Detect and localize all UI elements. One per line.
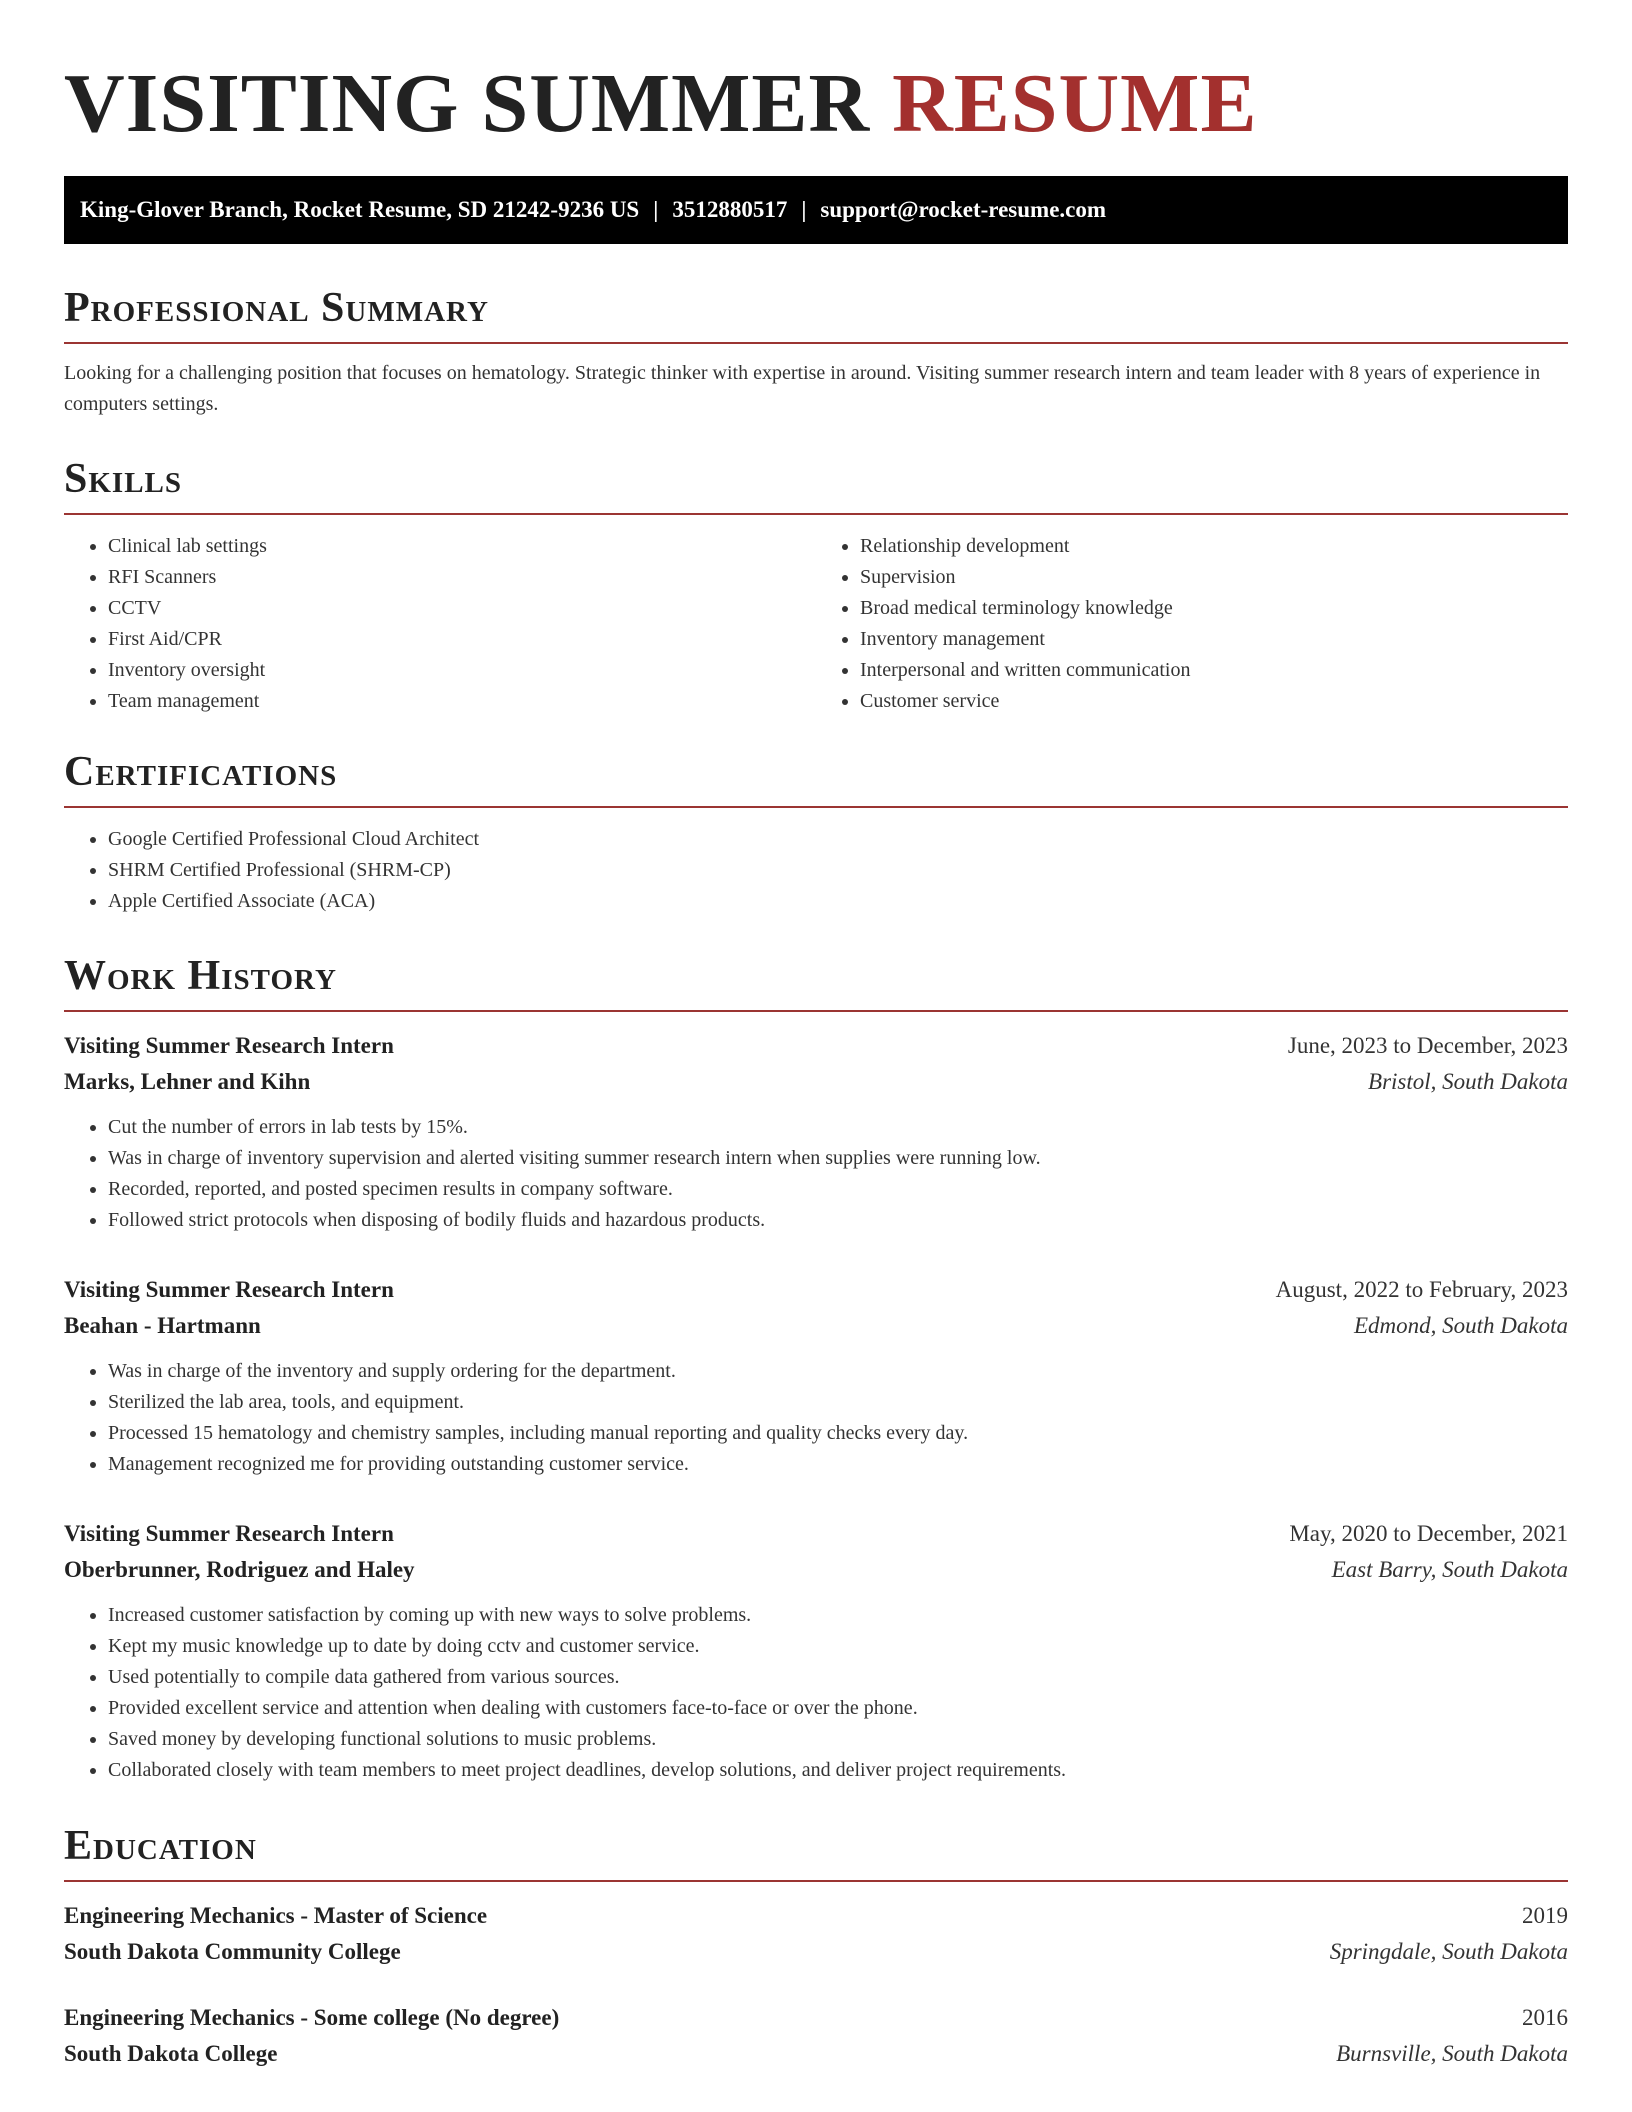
section-divider [64,806,1568,808]
job-duties [64,1112,1568,1236]
skill-item: • Team management [108,686,816,717]
contact-separator: | [653,197,659,222]
job-dates: May, 2020 to December, 2021 [1289,1521,1568,1546]
job-duty: • Used potentially to compile data gathered from various sources. [108,1662,1568,1693]
education-location: Springdale, South Dakota [1329,1939,1568,1964]
job-company: Marks, Lehner and Kihn [64,1069,311,1094]
contact-phone: 3512880517 [672,197,788,222]
title-main: VISITING SUMMER [64,57,871,150]
skill-item: • RFI Scanners [108,562,816,593]
section-divider [64,1880,1568,1882]
job-duty: • Increased customer satisfaction by coming up with new ways to solve problems. [108,1600,1568,1631]
skill-item: • Clinical lab settings [108,531,816,562]
certification-item: • Apple Certified Associate (ACA) [108,886,1568,917]
job-company: Beahan - Hartmann [64,1313,261,1338]
education-year: 2016 [1522,2005,1568,2030]
job-role: Visiting Summer Research Intern [64,1277,394,1302]
education-entry [64,2000,1568,2072]
job-duty: • Processed 15 hematology and chemistry samples, including manual reporting and quality checks every day. [108,1418,1568,1449]
skill-item: • Inventory oversight [108,655,816,686]
education-location: Burnsville, South Dakota [1336,2041,1568,2066]
job-duty: • Kept my music knowledge up to date by doing cctv and customer service. [108,1631,1568,1662]
job-duty: • Saved money by developing functional solutions to music problems. [108,1724,1568,1755]
job-duties [64,1356,1568,1480]
skills-heading: Skills [64,456,183,502]
resume-title [64,56,1258,152]
summary-heading: Professional Summary [64,285,489,331]
skill-item: • CCTV [108,593,816,624]
job-duty: • Was in charge of the inventory and supply ordering for the department. [108,1356,1568,1387]
education-degree: Engineering Mechanics - Master of Science [64,1903,488,1928]
contact-address: King-Glover Branch, Rocket Resume, SD 21242-9236 US [80,197,640,222]
education-entry [64,1898,1568,1970]
certifications-list [64,824,1568,917]
education-degree: Engineering Mechanics - Some college (No degree) [64,2005,560,2030]
certification-item: • Google Certified Professional Cloud Architect [108,824,1568,855]
certification-item: • SHRM Certified Professional (SHRM-CP) [108,855,1568,886]
job-location: Bristol, South Dakota [1368,1069,1568,1094]
job-duties [64,1600,1568,1786]
skill-item: • Broad medical terminology knowledge [860,593,1568,624]
skills-list-right [816,531,1568,717]
job-entry [64,1272,1568,1480]
job-dates: June, 2023 to December, 2023 [1287,1033,1568,1058]
job-entry [64,1028,1568,1236]
skills-columns [64,515,1568,717]
section-divider [64,342,1568,344]
job-duty: • Collaborated closely with team members to meet project deadlines, develop solutions, and deliver project requirements. [108,1755,1568,1786]
education-year: 2019 [1522,1903,1568,1928]
job-role: Visiting Summer Research Intern [64,1521,394,1546]
section-divider [64,1010,1568,1012]
job-location: East Barry, South Dakota [1331,1557,1568,1582]
skill-item: • First Aid/CPR [108,624,816,655]
skill-item: • Supervision [860,562,1568,593]
work-history-heading: Work History [64,953,337,999]
certifications-heading: Certifications [64,749,338,795]
job-duty: • Provided excellent service and attention when dealing with customers face-to-face or over the phone. [108,1693,1568,1724]
job-location: Edmond, South Dakota [1353,1313,1568,1338]
job-entry [64,1516,1568,1786]
job-company: Oberbrunner, Rodriguez and Haley [64,1557,415,1582]
job-role: Visiting Summer Research Intern [64,1033,394,1058]
skill-item: • Inventory management [860,624,1568,655]
job-duty: • Followed strict protocols when disposing of bodily fluids and hazardous products. [108,1205,1568,1236]
contact-separator: | [801,197,807,222]
job-duty: • Recorded, reported, and posted specimen results in company software. [108,1174,1568,1205]
job-duty: • Management recognized me for providing outstanding customer service. [108,1449,1568,1480]
skills-section [64,451,1568,717]
contact-bar [64,176,1568,244]
skill-item: • Interpersonal and written communication [860,655,1568,686]
job-dates: August, 2022 to February, 2023 [1275,1277,1568,1302]
education-heading: Education [64,1823,257,1869]
skill-item: • Relationship development [860,531,1568,562]
work-history-section [64,948,1568,1786]
title-accent: RESUME [892,57,1258,150]
education-school: South Dakota Community College [64,1939,401,1964]
summary-section [64,280,1568,420]
education-section [64,1818,1568,2072]
job-duty: • Sterilized the lab area, tools, and equipment. [108,1387,1568,1418]
skills-list-left [64,531,816,717]
job-duty: • Cut the number of errors in lab tests by 15%. [108,1112,1568,1143]
skill-item: • Customer service [860,686,1568,717]
certifications-section [64,744,1568,917]
education-school: South Dakota College [64,2041,278,2066]
job-duty: • Was in charge of inventory supervision and alerted visiting summer research intern when supplies were running low. [108,1143,1568,1174]
contact-email[interactable]: support@rocket-resume.com [820,197,1107,222]
summary-text: Looking for a challenging position that focuses on hematology. Strategic thinker with expertise in around. Visiting summer research intern and team leader with 8 years of experience in computers settings. [64,362,1541,415]
